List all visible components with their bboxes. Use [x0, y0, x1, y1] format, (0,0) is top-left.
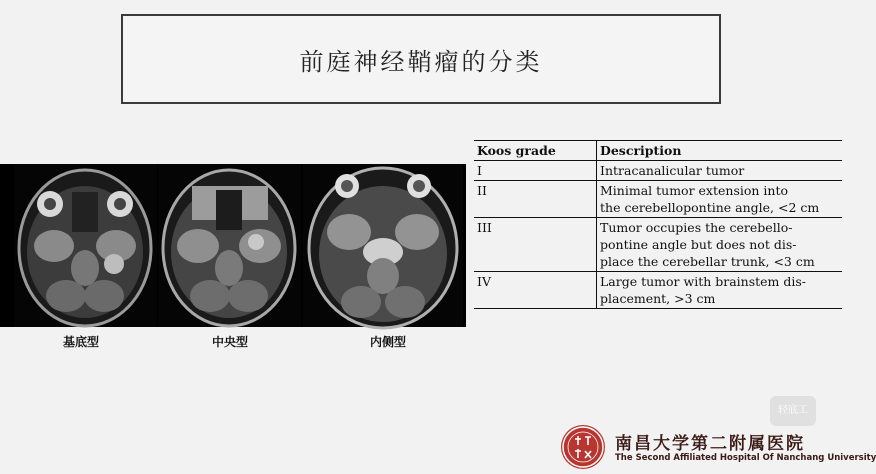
description-cell: [597, 272, 843, 309]
table-header-row: [474, 141, 842, 161]
mri-scan-basal: [14, 164, 157, 327]
koos-grade-cell: IV: [474, 272, 597, 309]
hospital-logo: [553, 420, 876, 474]
description-cell: [597, 218, 843, 272]
table-body: [474, 161, 842, 309]
koos-grade-cell: I: [474, 161, 597, 181]
description-line: pontine angle but does not dis-: [600, 237, 797, 252]
koos-grade-table: [474, 140, 842, 309]
watermark: 轻底工: [770, 396, 816, 426]
column-header-description: Description: [597, 141, 843, 161]
description-line: placement, >3 cm: [600, 291, 716, 306]
table-row: [474, 272, 842, 309]
table-row: [474, 218, 842, 272]
description-line: Large tumor with brainstem dis-: [600, 274, 807, 289]
scan-label-medial: 内侧型: [370, 335, 407, 349]
scan-label-central: 中央型: [212, 335, 249, 349]
description-cell: [597, 161, 843, 181]
slide-title: 前庭神经鞘瘤的分类: [299, 47, 543, 76]
slide-title-box: [121, 14, 721, 104]
table-row: [474, 161, 842, 181]
hospital-name-cn: 南昌大学第二附属医院: [615, 434, 805, 454]
description-line: place the cerebellar trunk, <3 cm: [600, 254, 815, 269]
description-line: Tumor occupies the cerebello-: [600, 220, 793, 235]
mri-scan-central: [158, 164, 301, 327]
table-row: [474, 181, 842, 218]
mri-scan-strip: [0, 164, 466, 327]
scan-label-basal: 基底型: [63, 335, 100, 349]
koos-grade-cell: II: [474, 181, 597, 218]
description-line: the cerebellopontine angle, <2 cm: [600, 200, 820, 215]
description-line: Intracanalicular tumor: [600, 163, 745, 178]
column-header-grade: Koos grade: [474, 141, 597, 161]
hospital-seal-icon: [561, 425, 605, 469]
mri-scan-medial: [303, 164, 463, 327]
description-line: Minimal tumor extension into: [600, 183, 789, 198]
hospital-name-en: The Second Affiliated Hospital Of Nanchang University: [615, 453, 876, 463]
koos-grade-cell: III: [474, 218, 597, 272]
description-cell: [597, 181, 843, 218]
